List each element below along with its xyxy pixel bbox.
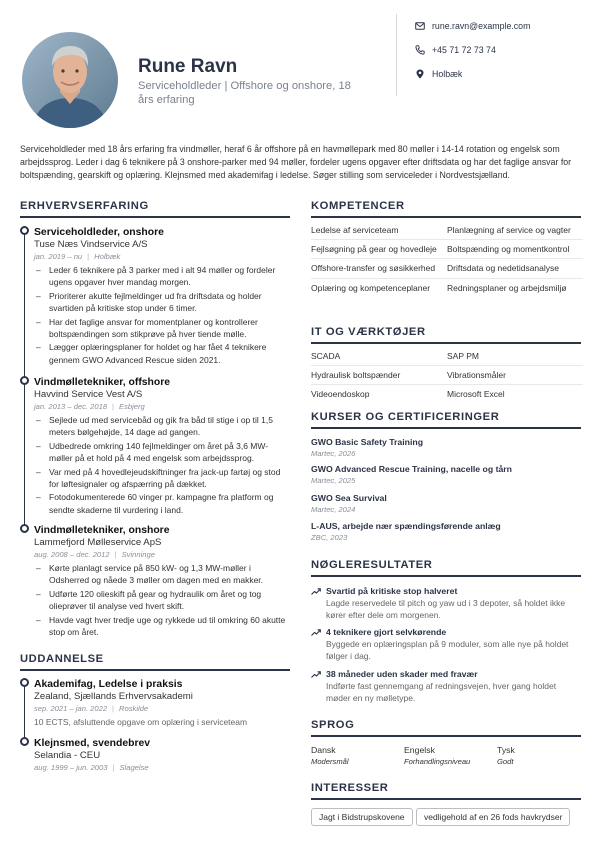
interest-tag: vedligehold af en 26 fods havkrydser [416,808,570,826]
job-dates: jan. 2013 – dec. 2018 [34,402,108,411]
competency-row [311,221,583,240]
job-company: Lammefjord Mølleservice ApS [34,537,162,548]
timeline-dot [20,524,29,533]
education-meta: sep. 2021 – jan. 2022 | Roskilde [34,704,149,713]
job-bullets [34,264,290,366]
timeline-dot [20,678,29,687]
achievement-item [311,669,583,705]
competency-item: Planlægning af service og vagter [447,225,571,235]
interests-heading: INTERESSER [311,782,389,794]
achievements-heading: NØGLERESULTATER [311,559,433,571]
phone-icon [415,45,425,55]
language-level: Forhandlingsniveau [404,757,471,766]
competency-row [311,240,583,259]
job-title: Vindmølletekniker, onshore [34,525,170,536]
job-bullet: – Fotodokumenterede 60 vinger pr. kampagne fra platform og sendte skaderne til vurdering i land. [34,491,290,516]
course-item [311,493,581,515]
course-provider: ZBC, 2023 [311,533,348,542]
job-bullet: – Var med på 4 hovedlejeudskiftninger fra jack-up fartøj og stod for løftesignaler og afspærring på dækket. [34,466,290,491]
language-level: Modersmål [311,757,349,766]
competency-item: Redningsplaner og arbejdsmiljø [447,282,567,293]
job-company: Havvind Service Vest A/S [34,389,143,400]
job-location: Svinninge [121,550,155,559]
job-bullet: – Havde vagt hver tredje uge og rykkede ud til omkring 60 akutte stop om året. [34,614,290,639]
achievement-desc: Byggede en oplæringsplan på 9 moduler, som alle nye på holdet følger i dag. [326,639,569,662]
job-company: Tuse Næs Vindservice A/S [34,239,148,250]
job-bullets [34,414,290,516]
competency-item: Fejlsøgning på gear og hovedleje [311,244,437,255]
tool-item: Microsoft Excel [447,389,505,400]
education-meta: aug. 1999 – jun. 2003 | Slagelse [34,763,149,772]
header-divider [396,14,397,96]
language-item [497,745,587,768]
job-bullet: – Udbedrede omkring 140 fejlmeldinger om året på 3,6 MW-møller på et hold på 4 med engelsk som arbejdssprog. [34,440,290,465]
competency-row [311,279,583,297]
job-title: Vindmølletekniker, offshore [34,377,171,388]
timeline-dot [20,376,29,385]
competency-item: Driftsdata og nedetidsanalyse [447,263,559,274]
languages-rule [311,735,581,737]
education-heading: UDDANNELSE [20,653,104,665]
trend-up-icon [311,628,321,637]
competency-item: Boltspænding og momentkontrol [447,244,570,255]
language-name: Engelsk [404,745,435,755]
experience-heading: ERHVERVSERFARING [20,200,149,212]
tool-row [311,366,583,385]
tools-grid [311,347,583,404]
education-dates: sep. 2021 – jan. 2022 [34,704,108,713]
job-meta: jan. 2019 – nu | Holbæk [34,252,121,261]
education-dates: aug. 1999 – jun. 2003 [34,763,108,772]
course-item [311,464,581,486]
job-title: Serviceholdleder, onshore [34,227,164,238]
contact-email-text: rune.ravn@example.com [432,21,531,31]
achievement-desc: Lagde reservedele til pitch og yaw ud i 3 depoter, så holdet ikke kører efter dele om morgenen. [326,598,566,621]
achievement-item [311,586,583,622]
education-school: Selandia - CEU [34,750,101,761]
job-bullet: – Udførte 120 olieskift på gear og hydraulik om året og tog olieprøver til analyse ved hvert skift. [34,588,290,613]
tool-item: Vibrationsmåler [447,370,506,381]
job-entry [34,376,290,517]
achievement-title-text: 38 måneder uden skader med fravær [326,669,478,679]
language-item [404,745,494,768]
tool-item: Videoendoskop [311,389,370,400]
trend-up-icon [311,587,321,596]
education-title: Akademifag, Ledelse i praksis [34,679,183,690]
job-bullet: – Lægger oplæringsplaner for holdet og har fået 4 teknikere gennem GWO Advanced Rescue siden 2021. [34,341,290,366]
course-provider: Martec, 2025 [311,476,356,485]
job-bullets [34,562,290,638]
job-bullet: – Leder 6 teknikere på 3 parker med i alt 94 møller og fordeler ugens opgaver hver mandag morgen. [34,264,290,289]
courses-rule [311,427,581,429]
achievement-title [311,627,583,638]
tool-item: SCADA [311,351,341,361]
interest-tag: Jagt i Bidstrupskovene [311,808,413,826]
achievement-title-text: Svartid på kritiske stop halveret [326,586,458,596]
tools-rule [311,342,581,344]
job-bullet: – Prioriterer akutte fejlmeldinger ud fra driftsdata og holder svartiden på kritiske stop under 6 timer. [34,290,290,315]
contact-location-text: Holbæk [432,69,463,79]
competency-item: Ledelse af serviceteam [311,225,399,235]
job-bullet: – Har det faglige ansvar for momentplaner og kontrollerer boltspændingen som stikprøve på hver tiende mølle. [34,316,290,341]
job-location: Esbjerg [119,402,145,411]
competencies-heading: KOMPETENCER [311,200,405,212]
course-item [311,521,581,543]
tool-item: SAP PM [447,351,479,361]
tools-heading: IT OG VÆRKTØJER [311,326,426,338]
competencies-grid [311,221,583,297]
location-pin-icon [415,69,425,79]
job-location: Holbæk [94,252,121,261]
interests-rule [311,798,581,800]
course-item [311,437,581,459]
profile-summary: Serviceholdleder med 18 års erfaring fra vindmøller, heraf 6 år offshore på en havmøllepark med 80 møller i 14-14 rotation og engelsk som arbejdssprog. Leder i dag 6 teknikere på 3 onshore-parker med 94 møller, fordeler ugens opgaver efter driftsdata og har det faglige ansvar for boltspænding, gearskift og oplæring. Klejnsmed med akademifag i ledelse. Søger stilling som serviceleder i Nordvestsjælland. [20,144,572,180]
course-provider: Martec, 2026 [311,449,356,458]
education-note: 10 ECTS, afsluttende opgave om oplæring i serviceteam [34,717,248,727]
job-dates: aug. 2008 – dec. 2012 [34,550,110,559]
language-item [311,745,401,768]
job-bullet: – Sejlede ud med servicebåd og gik fra båd til stige i op til 1,5 meters bølgehøjde, 14 dage ad gangen. [34,414,290,439]
job-bullet: – Kørte planlagt service på 850 kW- og 1,3 MW-møller i Odsherred og nåede 3 møller om dagen med en makker. [34,562,290,587]
courses-heading: KURSER OG CERTIFICERINGER [311,411,500,423]
course-provider: Martec, 2024 [311,505,356,514]
education-rule [20,669,290,671]
tool-item: Hydraulisk boltspænder [311,370,401,381]
course-title: L-AUS, arbejde nær spændingsførende anlæg [311,521,501,531]
job-entry [34,524,290,639]
job-meta: aug. 2008 – dec. 2012 | Svinninge [34,550,155,559]
languages-heading: SPROG [311,719,355,731]
candidate-name: Rune Ravn [138,56,238,77]
job-meta: jan. 2013 – dec. 2018 | Esbjerg [34,402,145,411]
language-name: Tysk [497,745,515,755]
competency-item: Offshore-transfer og søsikkerhed [311,263,436,274]
achievement-desc: Indførte fast gennemgang af redningsvejen, hver gang holdet møder en ny mølletype. [326,681,557,704]
education-location: Roskilde [119,704,149,713]
contact-phone[interactable] [415,45,496,55]
tool-row [311,385,583,403]
achievement-title-text: 4 teknikere gjort selvkørende [326,627,447,637]
achievements-rule [311,575,581,577]
experience-rule [20,216,290,218]
education-title: Klejnsmed, svendebrev [34,738,151,749]
course-title: GWO Basic Safety Training [311,437,423,447]
education-entry [34,678,290,728]
timeline-dot [20,737,29,746]
envelope-icon [415,21,425,31]
course-title: GWO Advanced Rescue Training, nacelle og tårn [311,464,512,474]
competency-item: Oplæring og kompetenceplaner [311,282,431,293]
education-location: Slagelse [119,763,149,772]
achievement-title [311,586,583,597]
competency-row [311,259,583,278]
achievement-title [311,669,583,680]
job-dates: jan. 2019 – nu [34,252,83,261]
competencies-rule [311,216,581,218]
achievement-item [311,627,583,663]
contact-location [415,69,462,79]
contact-email[interactable] [415,21,530,31]
candidate-headline: Serviceholdleder | Offshore og onshore, 18 års erfaring [138,80,351,106]
education-timeline [24,684,25,742]
timeline-dot [20,226,29,235]
job-entry [34,226,290,367]
education-school: Zealand, Sjællands Erhvervsakademi [34,691,193,702]
profile-photo [22,32,118,128]
contact-phone-text: +45 71 72 73 74 [432,45,496,55]
course-title: GWO Sea Survival [311,493,387,503]
education-entry [34,737,290,775]
language-level: Godt [497,757,514,766]
language-name: Dansk [311,745,336,755]
trend-up-icon [311,670,321,679]
tool-row [311,347,583,366]
